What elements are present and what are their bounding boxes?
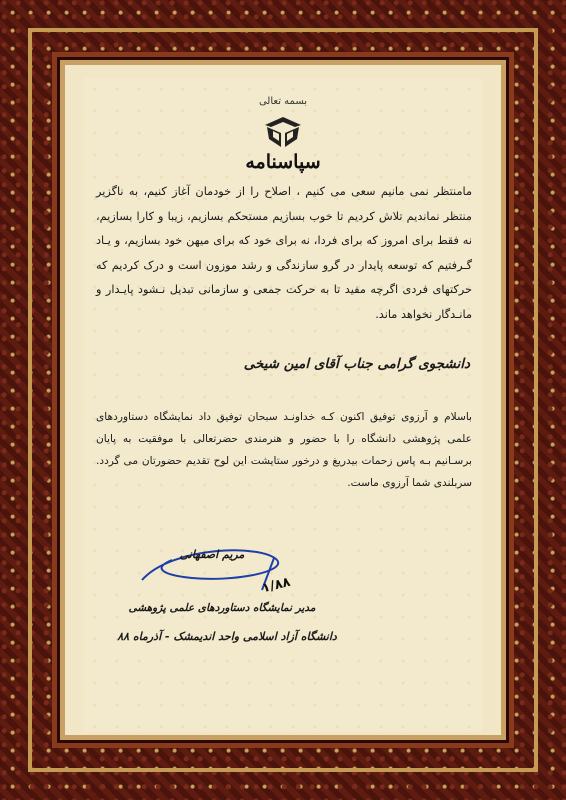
organization-line: دانشگاه آزاد اسلامی واحد اندیمشک - آذرماه ۸۸ [117,630,337,643]
basmala-text: بسمه تعالی [258,96,308,107]
signature-block [112,538,342,668]
body-paragraph-2: باسلام و آرزوی توفیق اکنون کـه خداونـد سبحان توفیق داد نمایشگاه دستاوردهای علمی پژوهشی دانشگاه را با حضور و هنرمندی حضرتعالی با موفقیت به پایان برسـانیم بـه پاس زحمات بیدریغ و درخور ستایشت این لوح تقدیم حضورتان می گردد. سربلندی شما آرزوی ماست. [96,411,472,489]
university-emblem-icon [261,113,305,151]
recipient-line: دانشجوی گرامی جناب آقای امین شیخی [243,356,470,372]
certificate-title: سپاسنامه [245,151,321,173]
date-mark: ۱/۸۸ [260,574,292,597]
certificate-paper [84,78,482,732]
body-paragraph-1: مامنتظر نمی مانیم سعی می کنیم ، اصلاح را از خودمان آغاز کنیم، به ناگزیر منتظر نماندیم تلاش کردیم تا خوب بسازیم مستحکم بسازیم، زیبا و کارا بسازیم، نه فقط برای امروز که برای فردا، نه برای خود که برای میهن خود بسازیم، و یـاد گـرفتیم که توسعه پایدار در گرو سازندگی و رشد موزون است و درک کردیم که حرکتهای فردی اگرچه مفید تا به حرکت جمعی و سازمانی تبدیل نـشود پایـدار و مانـدگار نخواهد ماند. [96,185,472,321]
signatory-role: مدیر نمایشگاه دستاوردهای علمی پژوهشی [128,602,316,614]
signatory-name: مریم اصفهانی [179,548,245,561]
